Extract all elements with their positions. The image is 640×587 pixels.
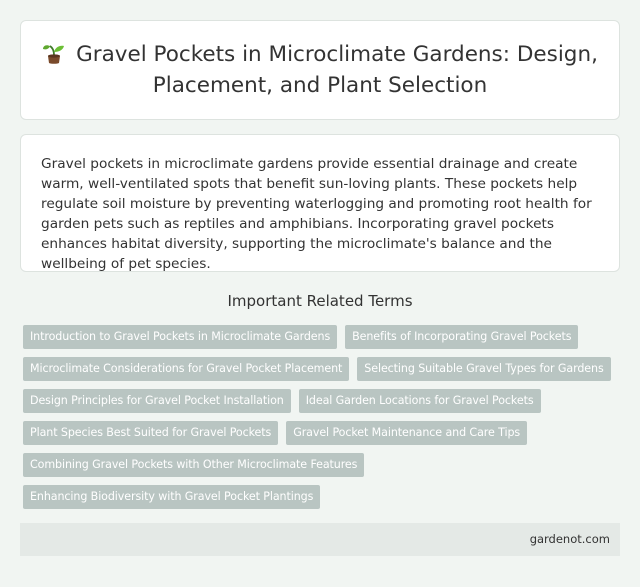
- related-term-tag[interactable]: Introduction to Gravel Pockets in Microclimate Gardens: [23, 325, 337, 349]
- tag-row: [23, 453, 623, 477]
- footer-site-link[interactable]: gardenot.com: [529, 532, 610, 546]
- related-term-tag[interactable]: Design Principles for Gravel Pocket Installation: [23, 389, 291, 413]
- tag-row: [23, 325, 623, 349]
- page-title: [41, 39, 599, 101]
- related-terms-list: [23, 325, 623, 517]
- related-term-tag[interactable]: Ideal Garden Locations for Gravel Pockets: [299, 389, 541, 413]
- related-term-tag[interactable]: Plant Species Best Suited for Gravel Pockets: [23, 421, 278, 445]
- summary-card: [20, 134, 620, 272]
- footer: [20, 523, 620, 556]
- related-term-tag[interactable]: Combining Gravel Pockets with Other Microclimate Features: [23, 453, 364, 477]
- sprout-icon: [42, 42, 66, 64]
- tag-row: [23, 485, 623, 509]
- title-card: [20, 20, 620, 120]
- summary-text: Gravel pockets in microclimate gardens provide essential drainage and create warm, well-ventilated spots that benefit sun-loving plants. These pockets help regulate soil moisture by preventing waterlogging and promoting root health for garden pets such as reptiles and amphibians. Incorporating gravel pockets enhances habitat diversity, supporting the microclimate's balance and the wellbeing of pet species.: [41, 156, 592, 272]
- related-term-tag[interactable]: Benefits of Incorporating Gravel Pockets: [345, 325, 578, 349]
- page-title-text: Gravel Pockets in Microclimate Gardens: Design, Placement, and Plant Selection: [76, 42, 598, 98]
- related-term-tag[interactable]: Microclimate Considerations for Gravel Pocket Placement: [23, 357, 349, 381]
- related-term-tag[interactable]: Selecting Suitable Gravel Types for Gardens: [357, 357, 610, 381]
- tag-row: [23, 421, 623, 445]
- tag-row: [23, 357, 623, 381]
- related-term-tag[interactable]: Gravel Pocket Maintenance and Care Tips: [286, 421, 527, 445]
- tag-row: [23, 389, 623, 413]
- related-terms-heading: Important Related Terms: [227, 292, 413, 310]
- related-term-tag[interactable]: Enhancing Biodiversity with Gravel Pocket Plantings: [23, 485, 320, 509]
